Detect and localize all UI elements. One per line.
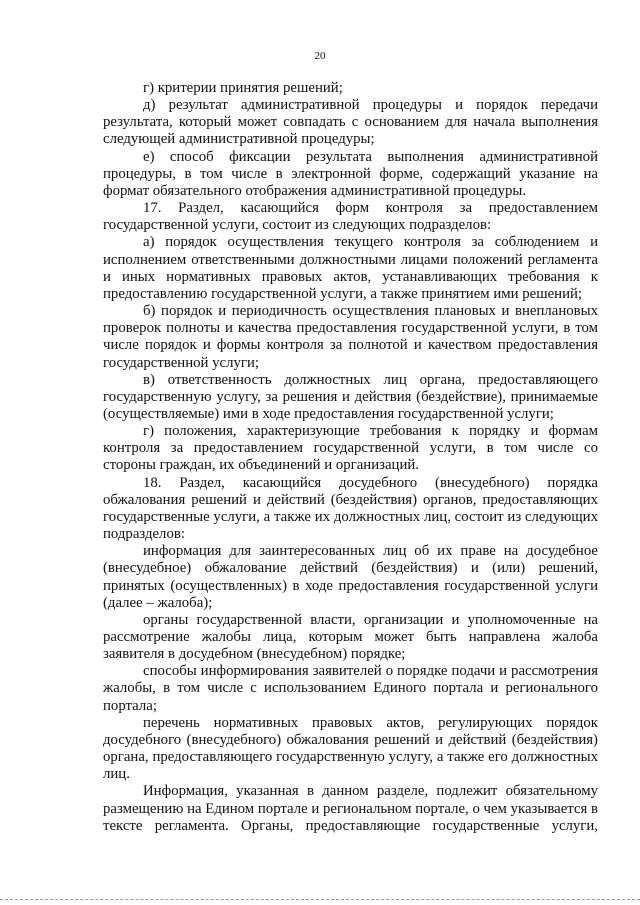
paragraph-g-criteria: г) критерии принятия решений; <box>143 80 343 96</box>
bottom-scan-edge <box>0 899 640 900</box>
paragraph-18-info: информация для заинтересованных лиц об их праве на досудебное (внесудебное) обжалование действий (бездействия) и (или) решений, принятых (осуществленных) в ходе предоставления государственной услуги (далее – жалоба); <box>103 543 598 611</box>
document-body <box>103 80 598 835</box>
paragraph-17-a: а) порядок осуществления текущего контроля за соблюдением и исполнением ответственными должностными лицами положений регламента и иных нормативных правовых актов, устанавливающих требования к предоставлению государственной услуги, а также принятием ими решений; <box>103 234 598 302</box>
paragraph-17-b: б) порядок и периодичность осуществления плановых и внеплановых проверок полноты и качества предоставления государственной услуги, в том числе порядок и формы контроля за полнотой и качеством предоставления государственной услуги; <box>103 303 598 371</box>
paragraph-publication: Информация, указанная в данном разделе, подлежит обязательному размещению на Едином портале и региональном портале, о чем указывается в тексте регламента. Органы, предоставляющие государственные услуги, <box>103 783 598 834</box>
paragraph-17-g: г) положения, характеризующие требования к порядку и формам контроля за предоставлением государственной услуги, в том числе со стороны граждан, их объединений и организаций. <box>103 423 598 474</box>
paragraph-section-18: 18. Раздел, касающийся досудебного (внесудебного) порядка обжалования решений и действий (бездействия) органов, предоставляющих государственные услуги, а также их должностных лиц, состоит из следующих подразделов: <box>103 474 598 543</box>
page-number: 20 <box>314 50 326 62</box>
paragraph-18-methods: способы информирования заявителей о порядке подачи и рассмотрения жалобы, в том числе с использованием Единого портала и регионального портала; <box>103 663 598 714</box>
paragraph-d-result: д) результат административной процедуры и порядок передачи результата, который может совпадать с основанием для начала выполнения следующей административной процедуры; <box>103 97 598 148</box>
paragraph-17-v: в) ответственность должностных лиц органа, предоставляющего государственную услугу, за решения и действия (бездействие), принимаемые (осуществляемые) ими в ходе предоставления государственной услуги; <box>103 371 598 422</box>
paragraph-e-method: е) способ фиксации результата выполнения административной процедуры, в том числе в электронной форме, содержащий указание на формат обязательного отображения административной процедуры. <box>103 148 598 199</box>
paragraph-18-authorities: органы государственной власти, организации и уполномоченные на рассмотрение жалобы лица, которым может быть направлена жалоба заявителя в досудебном (внесудебном) порядке; <box>103 611 598 663</box>
paragraph-section-17: 17. Раздел, касающийся форм контроля за предоставлением государственной услуги, состоит из следующих подразделов: <box>103 200 598 234</box>
paragraph-18-acts-list: перечень нормативных правовых актов, регулирующих порядок досудебного (внесудебного) обжалования решений и действий (бездействия) органа, предоставляющего государственную услугу, а также его должностных лиц. <box>103 714 598 783</box>
